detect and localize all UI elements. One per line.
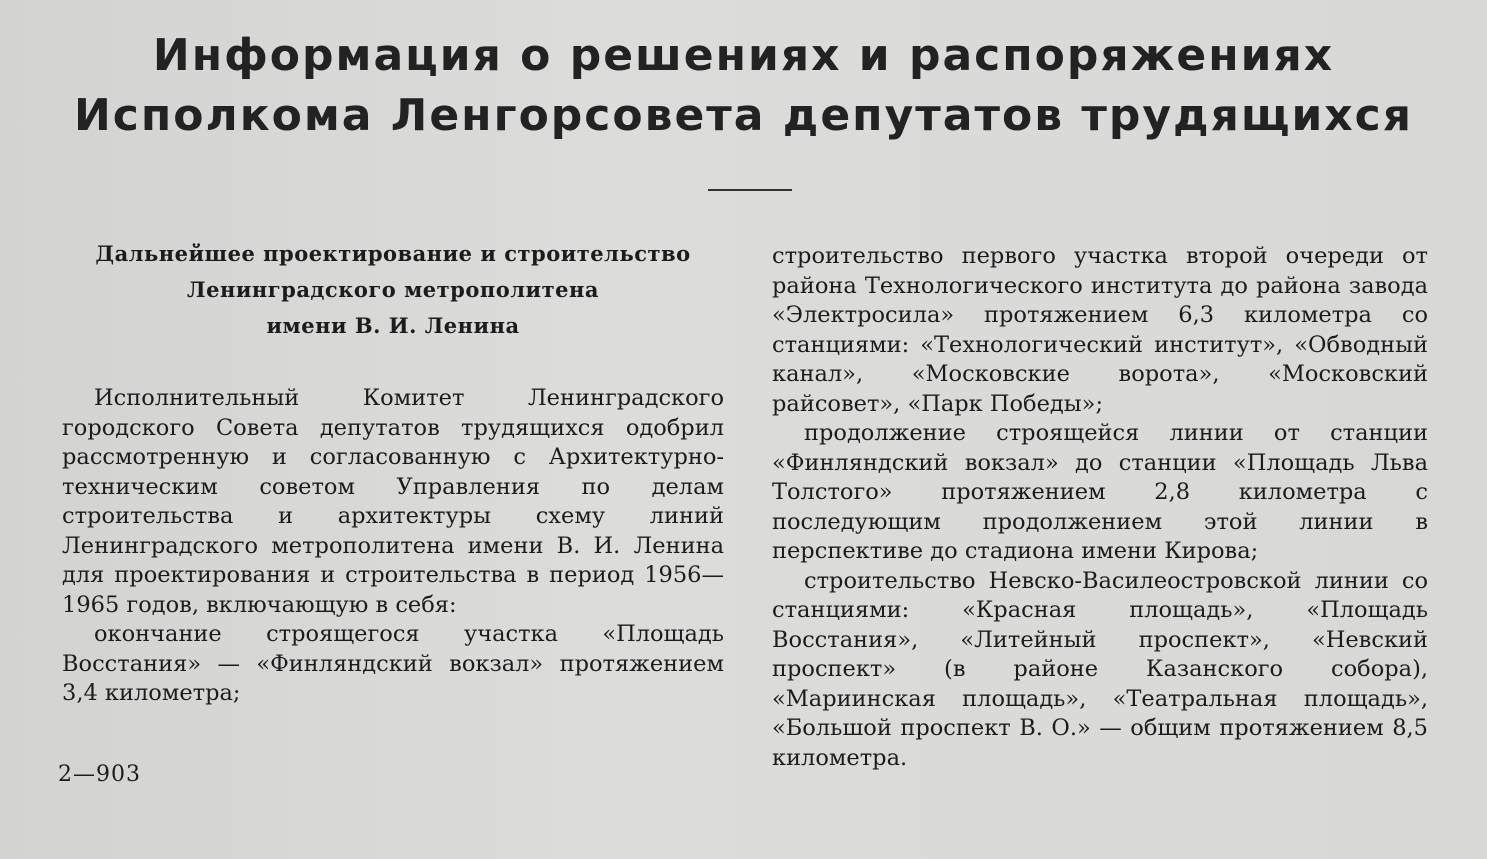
right-column [772,242,1428,773]
article-heading [62,236,724,344]
paragraph-intro: Исполнительный Комитет Ленинградского городского Совета депутатов трудящихся одобрил рассмотренную и согласованную с Архитектурно-техническим советом Управления по делам строительства и архитектуры схему линий Ленинградского метрополитена имени В. И. Ленина для проектирования и строительства в период 1956—1965 годов, включающую в себя: [62,385,724,618]
heading-line-3: имени В. И. Ленина [266,313,520,338]
paragraph-item-1-continued: строительство первого участка второй очереди от района Технологического института до района завода «Электросила» протяжением 6,3 километра со станциями: «Технологический институт», «Обводный канал», «Московские ворота», «Московский райсовет», «Парк Победы»; [772,243,1428,417]
heading-line-1: Дальнейшее проектирование и строительство [95,241,691,266]
paragraph-item-3: строительство Невско-Василеостровской линии со станциями: «Красная площадь», «Площадь Восстания», «Литейный проспект», «Невский проспект» (в районе Казанского собора), «Мариинская площадь», «Театральная площадь», «Большой проспект В. О.» — общим протяжением 8,5 километра. [772,567,1428,771]
heading-line-2: Ленинградского метрополитена [187,277,599,302]
paragraph-item-2: продолжение строящейся линии от станции «Финляндский вокзал» до станции «Площадь Льва Толстого» протяжением 2,8 километра с последующим продолжением этой линии в перспективе до стадиона имени Кирова; [772,420,1428,564]
title-line-2: Исполкома Ленгорсовета депутатов трудящихся [73,90,1414,141]
page-number: 2—903 [58,762,141,787]
title-line-1: Информация о решениях и распоряжениях [152,30,1335,81]
title-divider [708,189,792,191]
page-title [40,26,1447,146]
left-column [62,236,724,709]
paragraph-item-1: окончание строящегося участка «Площадь Восстания» — «Финляндский вокзал» протяжением 3,4 километра; [62,621,724,706]
